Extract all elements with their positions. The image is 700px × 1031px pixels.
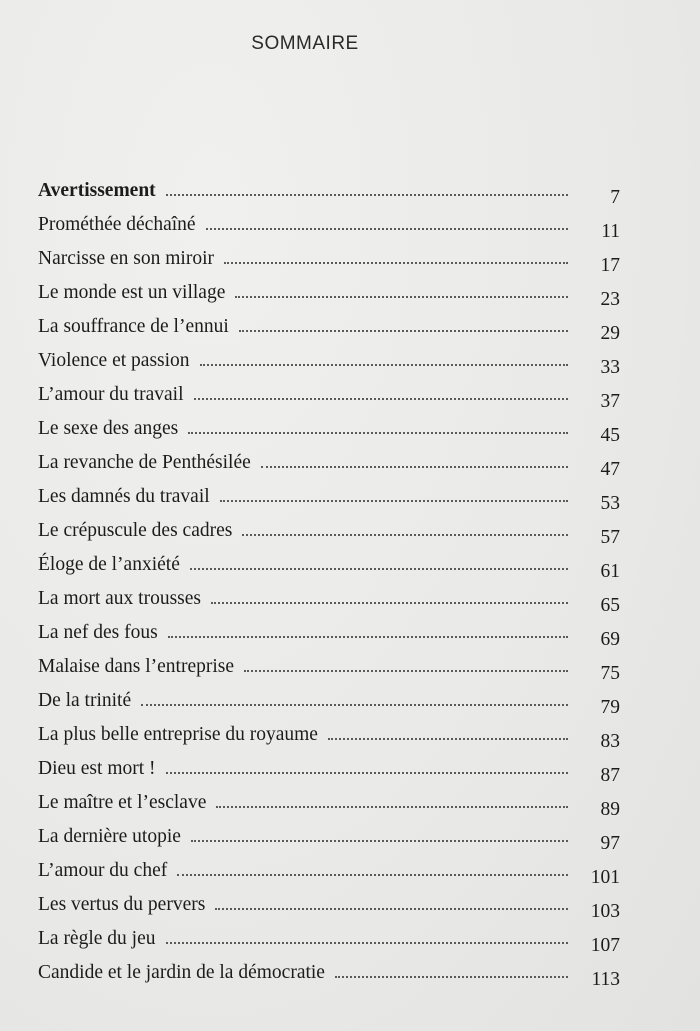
toc-entry (38, 508, 620, 548)
toc-entry-title: Candide et le jardin de la démocratie (38, 962, 325, 983)
toc-entry (38, 950, 620, 990)
dot-leader (216, 805, 568, 808)
toc-page-number: 107 (590, 935, 620, 956)
toc-entry (38, 304, 620, 344)
toc-entry (38, 848, 620, 888)
dot-leader (206, 227, 568, 230)
toc-page-number: 65 (600, 595, 620, 616)
toc-entry (38, 746, 620, 786)
toc-entry (38, 678, 620, 718)
dot-leader (261, 465, 568, 468)
toc-entry-title: Les vertus du pervers (38, 894, 206, 915)
dot-leader (242, 533, 568, 536)
toc-page-number: 61 (600, 561, 620, 582)
dot-leader (335, 975, 568, 978)
toc-entry (38, 542, 620, 582)
toc-entry-title: Dieu est mort ! (38, 758, 156, 779)
dot-leader (166, 771, 568, 774)
toc-page-number: 37 (600, 391, 620, 412)
toc-page-number: 83 (600, 731, 620, 752)
toc-entry-title: Avertissement (38, 180, 156, 201)
dot-leader (168, 635, 568, 638)
dot-leader (166, 941, 569, 944)
dot-leader (194, 397, 569, 400)
toc-page-number: 17 (600, 255, 620, 276)
toc-entry-title: La dernière utopie (38, 826, 181, 847)
dot-leader (190, 567, 568, 570)
toc-page-number: 101 (590, 867, 620, 888)
toc-entry (38, 202, 620, 242)
toc-entry-title: La souffrance de l’ennui (38, 316, 229, 337)
toc-entry-title: La plus belle entreprise du royaume (38, 724, 318, 745)
toc-page-number: 33 (600, 357, 620, 378)
toc-entry (38, 406, 620, 446)
dot-leader (328, 737, 568, 740)
toc-page-number: 103 (590, 901, 620, 922)
dot-leader (141, 703, 568, 706)
dot-leader (211, 601, 568, 604)
toc-entry (38, 814, 620, 854)
dot-leader (188, 431, 568, 434)
dot-leader (220, 499, 568, 502)
dot-leader (239, 329, 568, 332)
dot-leader (166, 193, 568, 196)
toc-entry-title: Éloge de l’anxiété (38, 554, 180, 575)
toc-entry-title: La revanche de Penthésilée (38, 452, 251, 473)
page-title: SOMMAIRE (251, 33, 359, 54)
toc-entry (38, 338, 620, 378)
toc-page-number: 69 (600, 629, 620, 650)
toc-page-number: 45 (600, 425, 620, 446)
table-of-contents (38, 168, 620, 990)
toc-page-number: 29 (600, 323, 620, 344)
toc-entry (38, 270, 620, 310)
toc-entry-title: L’amour du travail (38, 384, 184, 405)
toc-page-number: 113 (591, 969, 620, 990)
toc-entry-title: Violence et passion (38, 350, 190, 371)
toc-entry (38, 440, 620, 480)
toc-entry (38, 474, 620, 514)
toc-page-number: 75 (600, 663, 620, 684)
toc-entry-title: Le sexe des anges (38, 418, 179, 439)
toc-page-number: 23 (600, 289, 620, 310)
toc-entry-title: Narcisse en son miroir (38, 248, 214, 269)
toc-entry-title: Le monde est un village (38, 282, 226, 303)
toc-entry-title: Le maître et l’esclave (38, 792, 207, 813)
toc-page-number: 7 (610, 187, 620, 208)
toc-entry-title: La mort aux trousses (38, 588, 202, 609)
toc-entry (38, 712, 620, 752)
toc-entry-title: La nef des fous (38, 622, 158, 643)
dot-leader (244, 669, 568, 672)
toc-page-number: 97 (600, 833, 620, 854)
toc-page-number: 47 (600, 459, 620, 480)
toc-entry (38, 168, 620, 208)
toc-page-number: 79 (600, 697, 620, 718)
toc-page-number: 89 (600, 799, 620, 820)
dot-leader (200, 363, 568, 366)
toc-page-number: 53 (600, 493, 620, 514)
toc-entry (38, 372, 620, 412)
toc-entry (38, 780, 620, 820)
toc-entry-title: Prométhée déchaîné (38, 214, 196, 235)
toc-page-number: 11 (601, 221, 620, 242)
toc-page-number: 87 (600, 765, 620, 786)
toc-entry-title: La règle du jeu (38, 928, 156, 949)
toc-entry-title: Le crépuscule des cadres (38, 520, 233, 541)
dot-leader (191, 839, 568, 842)
toc-page-number: 57 (600, 527, 620, 548)
toc-entry (38, 610, 620, 650)
toc-entry (38, 916, 620, 956)
dot-leader (235, 295, 568, 298)
toc-entry-title: Les damnés du travail (38, 486, 210, 507)
toc-entry (38, 576, 620, 616)
toc-entry-title: De la trinité (38, 690, 132, 711)
toc-entry (38, 644, 620, 684)
dot-leader (224, 261, 568, 264)
dot-leader (177, 873, 568, 876)
dot-leader (215, 907, 568, 910)
toc-entry (38, 236, 620, 276)
toc-entry (38, 882, 620, 922)
toc-entry-title: L’amour du chef (38, 860, 168, 881)
toc-entry-title: Malaise dans l’entreprise (38, 656, 235, 677)
